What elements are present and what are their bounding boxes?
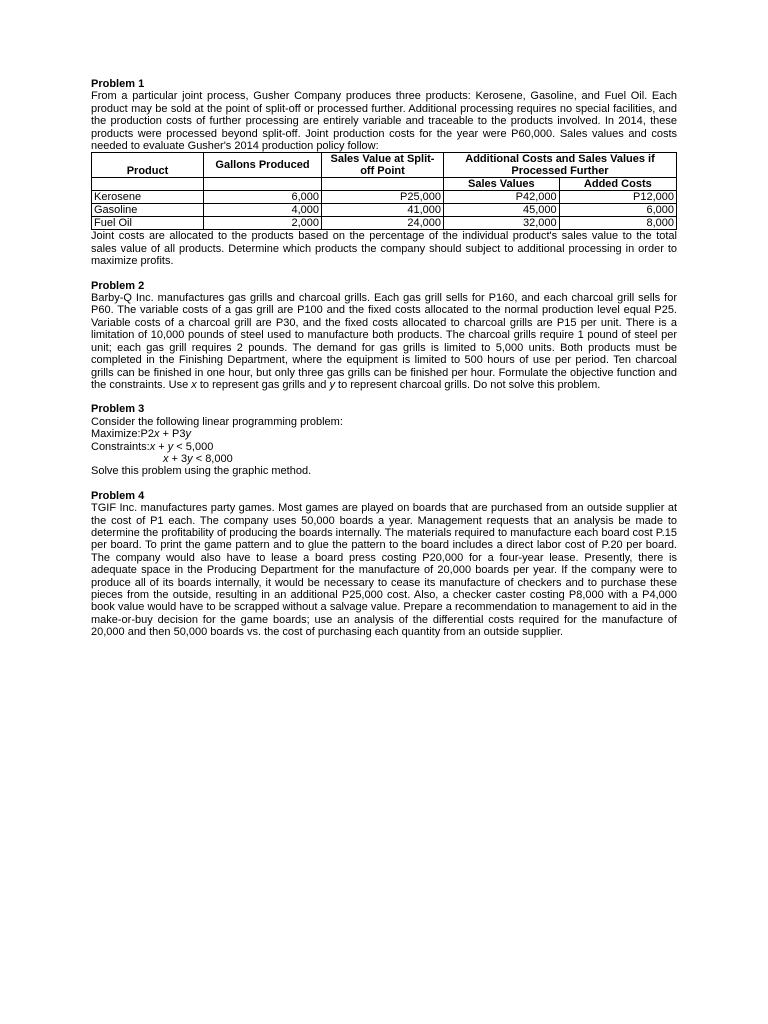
variable-y: y bbox=[167, 440, 174, 453]
problem-3-line-1: Consider the following linear programming problem: bbox=[91, 415, 343, 428]
variable-x: x bbox=[149, 440, 156, 453]
header-gallons: Gallons Produced bbox=[204, 153, 322, 178]
problem-2-title: Problem 2 bbox=[91, 279, 145, 292]
problem-1 bbox=[91, 78, 677, 268]
product-cell: Fuel Oil bbox=[92, 217, 204, 230]
header-split-off: Sales Value at Split-off Point bbox=[322, 153, 444, 178]
variable-y: y bbox=[187, 452, 193, 465]
problem-4-text: TGIF Inc. manufactures party games. Most games are played on boards that are purchased from an outside supplier at the cost of P1 each. The company uses 50,000 boards a year. Management requests that an analysis be made to determine the profitability of producing the boards internally. The materials required to manufacture each board cost P.15 per board. To print the game pattern and to glue the pattern to the board includes a direct labor cost of P.20 per board. The company would also have to lease a board press costing P20,000 for a four-year lease. Presently, there is adequate space in the Producing Department for the manufacture of 20,000 boards per year. If the company were to produce all of its boards internally, it would be necessary to cease its manufacture of checkers and to purchase these pieces from the outside, resulting in an additional P25,000 cost. Also, a checker caster costing P8,000 with a P4,000 book value would have to be scrapped without a salvage value. Prepare a recommendation to management to aid in the make-or-buy decision for the game boards; use an analysis of the differential costs required for the manufacture of 20,000 and then 50,000 boards vs. the cost of purchasing each quantity from an outside supplier. bbox=[91, 502, 677, 639]
document-page bbox=[91, 78, 677, 651]
problem-1-title: Problem 1 bbox=[91, 78, 145, 90]
problem-4 bbox=[91, 490, 677, 639]
objective-mid: + P3 bbox=[159, 428, 186, 441]
constraint-rhs: < 8,000 bbox=[192, 452, 233, 465]
problem-2-text-a: Barby-Q Inc. manufactures gas grills and charcoal grills. Each gas grill sells for P160, and each charcoal grill sells for P60. The variable costs of a gas grill are P100 and the fixed costs allocated to the normal production level equal P25. Variable costs of a charcoal grill are P30, and the fixed costs allocated to charcoal grills are P15 per unit. There is a limitation of 10,000 pounds of steel used to manufacture both products. The charcoal grills require 1 pound of steel per unit; each gas grill requires 2 pounds. The demand for gas grills is limited to 5,000 units. Both products must be completed in the Finishing Department, where the equipment is limited to 500 hours of use per period. Ten charcoal grills can be finished in one hour, but only three gas grills can be finished per hour. Formulate the objective function and the constraints. Use bbox=[91, 292, 677, 391]
header-product: Product bbox=[92, 153, 204, 178]
problem-2-text bbox=[91, 292, 677, 391]
variable-x: x bbox=[153, 428, 160, 441]
split-value-cell: P25,000 bbox=[322, 191, 444, 204]
added-cost-cell: 6,000 bbox=[559, 204, 676, 217]
constraint-2 bbox=[91, 453, 677, 465]
problem-3 bbox=[91, 403, 677, 477]
table-row bbox=[92, 191, 677, 204]
product-cell: Kerosene bbox=[92, 191, 204, 204]
table-row bbox=[92, 204, 677, 217]
sales-value-cell: 45,000 bbox=[444, 204, 560, 217]
variable-y: y bbox=[185, 428, 191, 441]
blank-cell bbox=[322, 178, 444, 191]
constraint-rhs: < 5,000 bbox=[173, 440, 214, 453]
variable-x: x bbox=[191, 378, 197, 391]
added-cost-cell: P12,000 bbox=[559, 191, 676, 204]
blank-cell bbox=[92, 178, 204, 191]
constraint-mid: + bbox=[155, 440, 168, 453]
problem-2 bbox=[91, 280, 677, 392]
objective-function bbox=[91, 428, 677, 440]
header-sales-values: Sales Values bbox=[444, 178, 560, 191]
added-cost-cell: 8,000 bbox=[559, 217, 676, 230]
product-cell: Gasoline bbox=[92, 204, 204, 217]
header-added-costs: Added Costs bbox=[559, 178, 676, 191]
objective-label: Maximize:P2 bbox=[91, 428, 154, 441]
problem-3-title: Problem 3 bbox=[91, 403, 145, 416]
variable-x: x bbox=[163, 452, 169, 465]
header-additional: Additional Costs and Sales Values if Processed Further bbox=[444, 153, 677, 178]
gallons-cell: 4,000 bbox=[204, 204, 322, 217]
gallons-cell: 6,000 bbox=[204, 191, 322, 204]
problem-4-title: Problem 4 bbox=[91, 489, 145, 502]
blank-cell bbox=[204, 178, 322, 191]
problem-2-text-c: to represent charcoal grills. Do not solve this problem. bbox=[334, 378, 601, 391]
table-row bbox=[92, 217, 677, 230]
problem-3-instruction: Solve this problem using the graphic method. bbox=[91, 465, 312, 478]
constraint-mid: + 3 bbox=[168, 452, 188, 465]
problem-2-text-b: to represent gas grills and bbox=[196, 378, 330, 391]
production-table bbox=[91, 152, 677, 230]
problem-1-intro: From a particular joint process, Gusher Company produces three products: Kerosene, Gasoline, and Fuel Oil. Each product may be sold at the point of split-off or processed further. Additional processing requires no special facilities, and the production costs of further processing are entirely variable and traceable to the products involved. In 2014, these products were processed beyond split-off. Joint production costs for the year were P60,000. Sales values and costs needed to evaluate Gusher's 2014 production policy follow: bbox=[91, 90, 677, 153]
sales-value-cell: P42,000 bbox=[444, 191, 560, 204]
gallons-cell: 2,000 bbox=[204, 217, 322, 230]
sales-value-cell: 32,000 bbox=[444, 217, 560, 230]
split-value-cell: 24,000 bbox=[322, 217, 444, 230]
problem-1-outro: Joint costs are allocated to the products based on the percentage of the individual product's sales value to the total sales value of all products. Determine which products the company should subject to additional processing in order to maximize profits. bbox=[91, 230, 677, 268]
split-value-cell: 41,000 bbox=[322, 204, 444, 217]
constraints-label: Constraints: bbox=[91, 440, 150, 453]
variable-y: y bbox=[329, 378, 335, 391]
constraint-1 bbox=[91, 441, 677, 453]
